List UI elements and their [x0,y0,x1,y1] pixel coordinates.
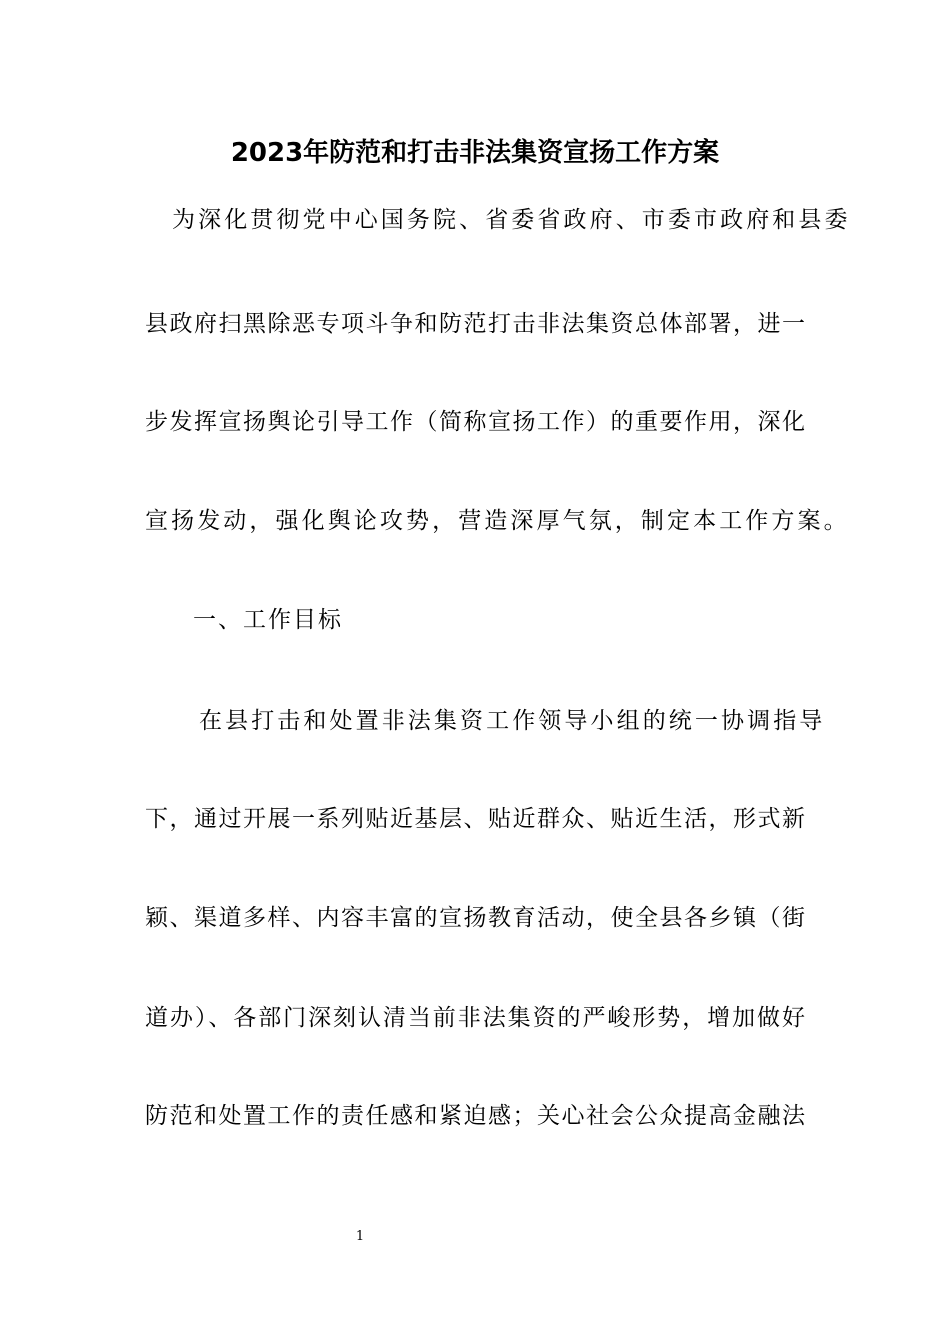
paragraph-line: 道办）、各部门深刻认清当前非法集资的严峻形势，增加做好 [145,1005,805,1031]
paragraph-line: 步发挥宣扬舆论引导工作（简称宣扬工作）的重要作用，深化 [145,409,805,435]
paragraph-line: 为深化贯彻党中心国务院、省委省政府、市委市政府和县委 [172,207,851,233]
page-number: 1 [355,1229,365,1244]
paragraph-line: 县政府扫黑除恶专项斗争和防范打击非法集资总体部署，进一 [145,311,805,337]
paragraph-line: 在县打击和处置非法集资工作领导小组的统一协调指导 [199,708,826,734]
section-heading: 一、工作目标 [193,607,343,633]
paragraph-line: 宣扬发动，强化舆论攻势，营造深厚气氛，制定本工作方案。 [145,508,850,534]
paragraph-line: 颖、渠道多样、内容丰富的宣扬教育活动，使全县各乡镇（街 [145,905,805,931]
paragraph-line: 下，通过开展一系列贴近基层、贴近群众、贴近生活，形式新 [145,806,805,832]
paragraph-line: 防范和处置工作的责任感和紧迫感；关心社会公众提高金融法 [145,1103,805,1129]
document-title: 2023年防范和打击非法集资宣扬工作方案 [230,138,720,168]
